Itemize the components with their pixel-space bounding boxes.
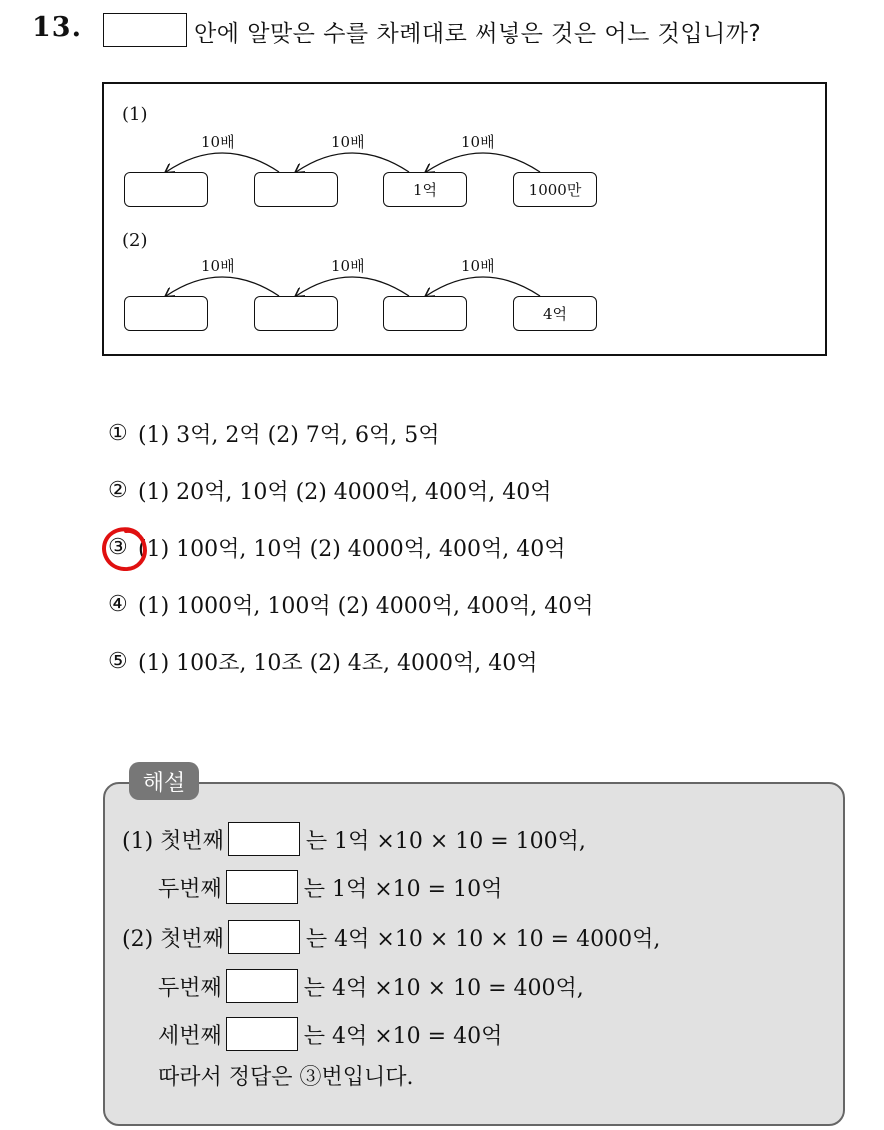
solution-prefix: (2) 첫번째 bbox=[122, 926, 224, 952]
arrow-arc bbox=[296, 277, 409, 296]
arrow-arc bbox=[426, 153, 540, 172]
solution-line bbox=[122, 822, 586, 856]
value-box bbox=[254, 172, 338, 207]
choice-text: (1) 1000억, 100억 (2) 4000억, 400억, 40억 bbox=[138, 594, 594, 619]
choice-2[interactable] bbox=[108, 475, 552, 506]
solution-prefix: (1) 첫번째 bbox=[122, 828, 224, 854]
choice-text: (1) 100조, 10조 (2) 4조, 4000억, 40억 bbox=[138, 651, 538, 676]
solution-prefix: 두번째 bbox=[158, 876, 222, 902]
arrow-arc bbox=[166, 153, 279, 172]
arrow-label: 10배 bbox=[331, 133, 365, 151]
solution-line bbox=[158, 870, 502, 904]
solution-blank bbox=[228, 822, 300, 856]
value-box: 1000만 bbox=[513, 172, 597, 207]
arrow-label: 10배 bbox=[461, 257, 495, 275]
solution-expression: 는 1억 ×10 × 10 = 100억, bbox=[305, 828, 586, 854]
choice-mark: ③ bbox=[108, 535, 128, 560]
choice-4[interactable] bbox=[108, 589, 593, 620]
choice-mark: ⑤ bbox=[108, 649, 128, 674]
row-label-1: (1) bbox=[122, 104, 148, 125]
choice-text: (1) 20억, 10억 (2) 4000억, 400억, 40억 bbox=[138, 480, 552, 505]
solution-expression: 는 4억 ×10 × 10 × 10 = 4000억, bbox=[305, 926, 661, 952]
choice-text: (1) 100억, 10억 (2) 4000억, 400억, 40억 bbox=[138, 537, 566, 562]
value-box bbox=[124, 172, 208, 207]
blank-box bbox=[103, 13, 187, 47]
choice-mark: ② bbox=[108, 478, 128, 503]
question-text: 안에 알맞은 수를 차례대로 써넣은 것은 어느 것입니까? bbox=[194, 21, 762, 47]
choice-mark: ① bbox=[108, 421, 128, 446]
arrow-label: 10배 bbox=[201, 133, 235, 151]
solution-blank bbox=[226, 1017, 298, 1051]
solution-blank bbox=[226, 969, 298, 1003]
value-box: 4억 bbox=[513, 296, 597, 331]
value-box bbox=[383, 296, 467, 331]
solution-conclusion: 따라서 정답은 ③번입니다. bbox=[158, 1065, 414, 1090]
arrow-arc bbox=[426, 277, 540, 296]
solution-prefix: 두번째 bbox=[158, 975, 222, 1001]
row-label-2: (2) bbox=[122, 230, 148, 251]
answer-circle-icon bbox=[100, 524, 152, 574]
solution-blank bbox=[228, 920, 300, 954]
choice-3[interactable] bbox=[108, 532, 565, 563]
figure-box bbox=[102, 82, 827, 356]
solution-line bbox=[158, 969, 584, 1003]
choice-mark: ④ bbox=[108, 592, 128, 617]
arrow-label: 10배 bbox=[201, 257, 235, 275]
choice-text: (1) 3억, 2억 (2) 7억, 6억, 5억 bbox=[138, 423, 440, 448]
solution-blank bbox=[226, 870, 298, 904]
solution-expression: 는 1억 ×10 = 10억 bbox=[303, 876, 503, 902]
arrow-label: 10배 bbox=[461, 133, 495, 151]
choice-5[interactable] bbox=[108, 646, 538, 677]
arrow-arc bbox=[166, 277, 279, 296]
solution-prefix: 세번째 bbox=[158, 1023, 222, 1049]
value-box bbox=[254, 296, 338, 331]
value-box bbox=[124, 296, 208, 331]
solution-expression: 는 4억 ×10 × 10 = 400억, bbox=[303, 975, 584, 1001]
solution-line bbox=[122, 920, 660, 954]
value-box: 1억 bbox=[383, 172, 467, 207]
arrow-label: 10배 bbox=[331, 257, 365, 275]
solution-tag: 해설 bbox=[129, 762, 199, 800]
question-number: 13. bbox=[32, 12, 82, 43]
solution-expression: 는 4억 ×10 = 40억 bbox=[303, 1023, 503, 1049]
solution-line bbox=[158, 1017, 502, 1051]
arrow-arc bbox=[296, 153, 409, 172]
choice-1[interactable] bbox=[108, 418, 440, 449]
